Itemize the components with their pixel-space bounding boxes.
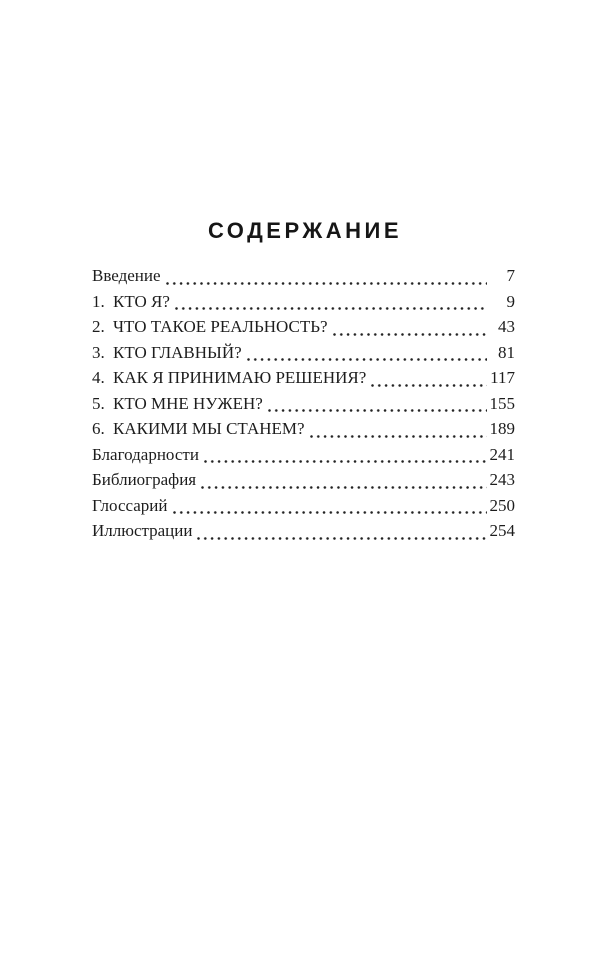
- toc-entry: [92, 340, 515, 366]
- toc-entry-label: Иллюстрации: [92, 521, 193, 540]
- toc-entry: [92, 467, 515, 493]
- toc-entry: [92, 314, 515, 340]
- toc-entry-number: 3.: [92, 342, 105, 362]
- toc-entry-label: Глоссарий: [92, 495, 168, 515]
- dot-leader: [371, 384, 487, 387]
- toc-entry-label: КТО Я?: [113, 291, 170, 311]
- toc-entry: [92, 365, 515, 391]
- toc-list: [92, 263, 515, 544]
- toc-entry-label: КАК Я ПРИНИМАЮ РЕШЕНИЯ?: [113, 368, 367, 387]
- dot-leader: [166, 282, 487, 285]
- toc-entry-page: 243: [489, 470, 515, 489]
- toc-entry-label: КТО МНЕ НУЖЕН?: [113, 393, 263, 413]
- toc-entry-page: 9: [506, 291, 515, 311]
- toc-entry-page: 117: [490, 368, 515, 387]
- toc-entry: [92, 416, 515, 442]
- toc-entry: [92, 493, 515, 519]
- dot-leader: [268, 409, 487, 412]
- toc-entry-label: Введение: [92, 266, 161, 285]
- toc-entry-label: КТО ГЛАВНЫЙ?: [113, 342, 242, 362]
- dot-leader: [310, 435, 487, 438]
- toc-entry-page: 81: [498, 342, 515, 362]
- toc-entry: [92, 391, 515, 417]
- toc-entry-page: 189: [489, 419, 515, 438]
- toc-entry-label: ЧТО ТАКОЕ РЕАЛЬНОСТЬ?: [113, 317, 328, 336]
- toc-entry-page: 7: [506, 266, 515, 285]
- toc-entry: [92, 518, 515, 544]
- toc-entry-page: 250: [489, 495, 515, 515]
- toc-entry-label: КАКИМИ МЫ СТАНЕМ?: [113, 419, 305, 438]
- dot-leader: [201, 486, 487, 489]
- dot-leader: [173, 511, 488, 514]
- toc-entry-page: 254: [489, 521, 515, 540]
- toc-entry-number: 1.: [92, 291, 105, 311]
- toc-entry: [92, 263, 515, 289]
- dot-leader: [175, 307, 487, 310]
- dot-leader: [204, 460, 487, 463]
- toc-entry-number: 6.: [92, 419, 105, 438]
- toc-entry-label: Благодарности: [92, 444, 199, 464]
- toc-entry: [92, 442, 515, 468]
- toc-entry-number: 4.: [92, 368, 105, 387]
- toc-entry-page: 43: [498, 317, 515, 336]
- toc-entry-number: 2.: [92, 317, 105, 336]
- toc-entry-page: 241: [489, 444, 515, 464]
- dot-leader: [197, 537, 487, 540]
- toc-entry: [92, 289, 515, 315]
- page-title: СОДЕРЖАНИЕ: [207, 218, 403, 243]
- toc-entry-label: Библиография: [92, 470, 197, 489]
- toc-entry-page: 155: [489, 393, 515, 413]
- dot-leader: [333, 333, 487, 336]
- dot-leader: [247, 358, 487, 361]
- toc-entry-number: 5.: [92, 393, 105, 413]
